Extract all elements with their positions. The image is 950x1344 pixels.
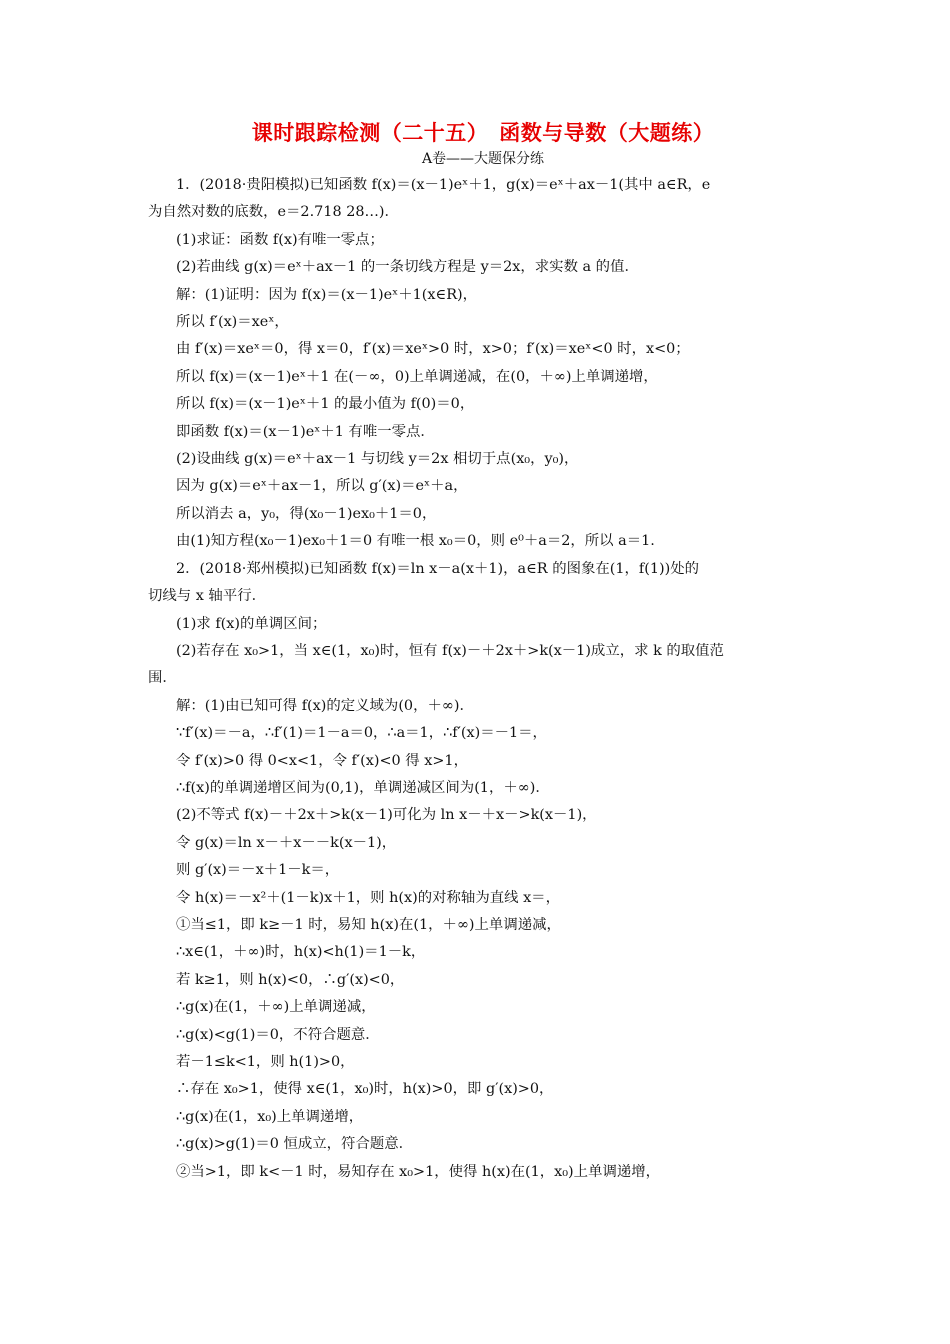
text-line: 所以 f(x)＝(x－1)eˣ＋1 的最小值为 f(0)＝0， [176,396,475,413]
text-line: 2．(2018·郑州模拟)已知函数 f(x)＝ln x－a(x＋1)，a∈R 的图象在(1，f(1))处的 [176,560,700,577]
text-line: (1)求证：函数 f(x)有唯一零点； [176,231,384,248]
text-line: ②当>1，即 k<－1 时，易知存在 x₀>1，使得 h(x)在(1，x₀)上单调递增， [176,1163,661,1180]
text-line: 为自然对数的底数，e＝2.718 28…)． [148,204,399,221]
text-line: 解：(1)证明：因为 f(x)＝(x－1)eˣ＋1(x∈R)， [176,286,478,303]
text-line: (2)若曲线 g(x)＝eˣ＋ax－1 的一条切线方程是 y＝2x，求实数 a 的值． [176,259,639,276]
section-subtitle: A卷——大题保分练 [421,151,545,167]
text-line: 若 k≥1，则 h(x)<0，∴g′(x)<0， [176,971,405,988]
text-line: 令 g(x)＝ln x－＋x－－k(x－1)， [176,834,397,851]
text-line: 即函数 f(x)＝(x－1)eˣ＋1 有唯一零点． [176,423,435,440]
text-line: 解：(1)由已知可得 f(x)的定义域为(0，＋∞)． [176,697,474,714]
text-line: ∴存在 x₀>1，使得 x∈(1，x₀)时，h(x)>0，即 g′(x)>0， [176,1081,554,1098]
text-line: 所以 f(x)＝(x－1)eˣ＋1 在(－∞，0)上单调递减，在(0，＋∞)上单调递增， [176,368,658,385]
text-line: 切线与 x 轴平行． [148,588,266,605]
text-line: 因为 g(x)＝eˣ＋ax－1，所以 g′(x)＝eˣ＋a， [176,478,468,495]
text-line: (2)若存在 x₀>1，当 x∈(1，x₀)时，恒有 f(x)－＋2x＋>k(x－1)成立，求 k 的取值范 [176,642,724,659]
text-line: (1)求 f(x)的单调区间； [176,615,327,632]
text-line: 若－1≤k<1，则 h(1)>0， [176,1054,355,1070]
text-line: 令 f′(x)>0 得 0<x<1，令 f′(x)<0 得 x>1， [176,752,468,769]
text-line: ∴x∈(1，＋∞)时，h(x)<h(1)＝1－k， [176,944,426,961]
text-line: 由 f′(x)＝xeˣ＝0，得 x＝0，f′(x)＝xeˣ>0 时，x>0；f′(x)＝xeˣ<0 时，x<0； [176,341,690,358]
text-line: 令 h(x)＝－x²＋(1－k)x＋1，则 h(x)的对称轴为直线 x＝， [176,889,560,906]
text-line: 则 g′(x)＝－x＋1－k＝， [176,862,340,879]
text-line: 由(1)知方程(x₀－1)ex₀＋1＝0 有唯一根 x₀＝0，则 e⁰＋a＝2，所以 a＝1. [176,533,655,550]
text-line: ∴f(x)的单调递增区间为(0,1)，单调递减区间为(1，＋∞)． [176,779,550,796]
document-page [148,118,818,1186]
text-line: 1．(2018·贵阳模拟)已知函数 f(x)＝(x－1)eˣ＋1，g(x)＝eˣ＋ax－1(其中 a∈R，e [176,177,711,193]
text-line: ∴g(x)在(1，x₀)上单调递增， [176,1108,364,1125]
text-line: ∴g(x)在(1，＋∞)上单调递减， [176,999,376,1016]
text-line: 所以消去 a，y₀，得(x₀－1)ex₀＋1＝0， [176,505,437,522]
text-line: (2)不等式 f(x)－＋2x＋>k(x－1)可化为 ln x－＋x－>k(x－1)， [176,807,597,824]
text-line: ①当≤1，即 k≥－1 时，易知 h(x)在(1，＋∞)上单调递减， [176,916,561,933]
text-line: ∴g(x)<g(1)＝0，不符合题意． [176,1026,380,1043]
text-line: 所以 f′(x)＝xeˣ， [176,314,289,331]
page-title: 课时跟踪检测（二十五） 函数与导数（大题练） [251,120,715,145]
text-line: (2)设曲线 g(x)＝eˣ＋ax－1 与切线 y＝2x 相切于点(x₀，y₀)， [176,451,579,468]
document-body [148,172,818,1186]
text-line: ∵f′(x)＝－a，∴f′(1)＝1－a＝0，∴a＝1，∴f′(x)＝－1＝， [176,725,547,742]
text-line: ∴g(x)>g(1)＝0 恒成立，符合题意． [176,1136,414,1153]
text-line: 围． [148,670,177,687]
